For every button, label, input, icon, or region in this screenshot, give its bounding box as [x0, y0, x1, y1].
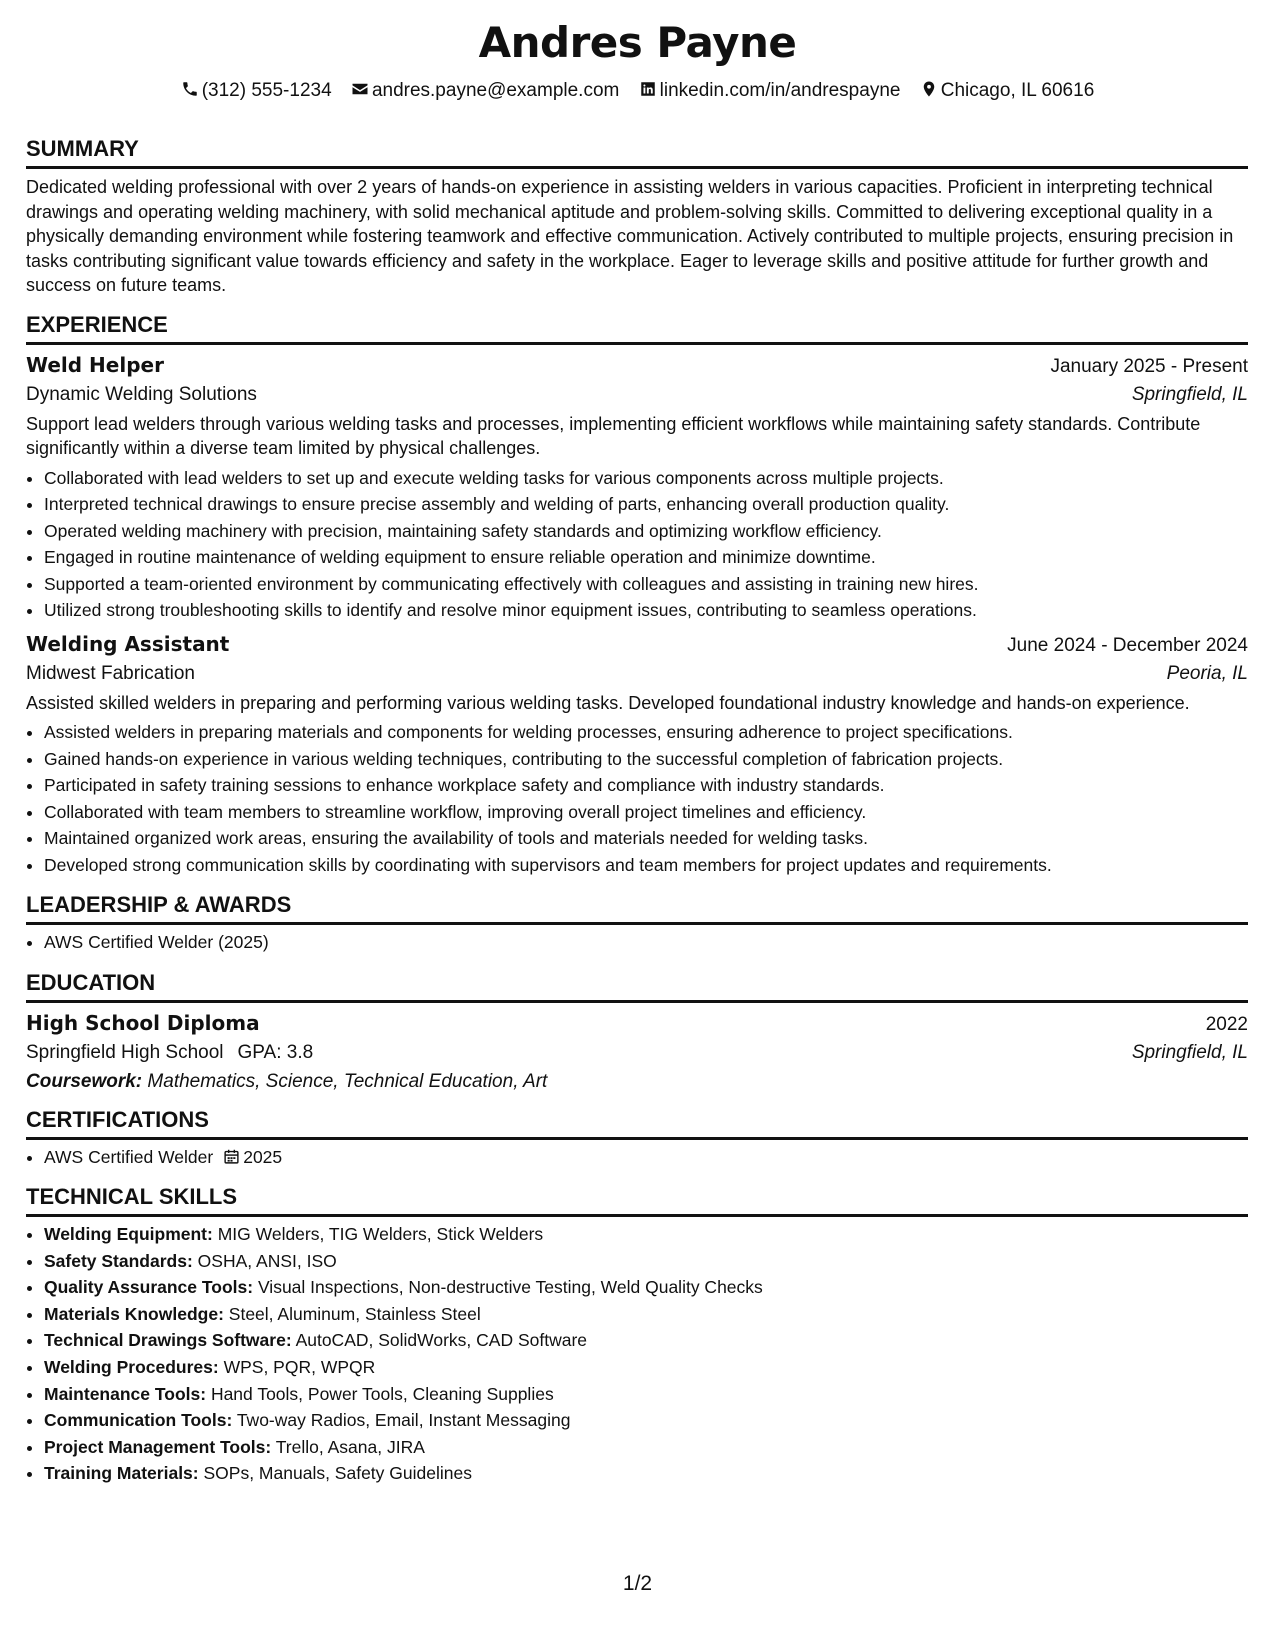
job-dates: June 2024 - December 2024: [1007, 634, 1248, 656]
degree: High School Diploma: [26, 1010, 260, 1035]
job-title: Weld Helper: [26, 352, 164, 377]
job-entry: [26, 345, 1248, 624]
skill-label: Communication Tools:: [44, 1410, 233, 1431]
education-entry: [26, 1003, 1248, 1093]
skill-value: Hand Tools, Power Tools, Cleaning Supplies: [210, 1383, 554, 1404]
skill-value: Trello, Asana, JIRA: [275, 1436, 425, 1457]
job-location: Springfield, IL: [1131, 383, 1248, 405]
summary-text: Dedicated welding professional with over 2 years of hands-on experience in assisting welders in various capacities. Proficient in interpreting technical drawings and operating welding machinery, with solid mechanical aptitude and problem-solving skills. Committed to delivering exceptional quality in a physically demanding environment while fostering teamwork and effective communication. Actively contributed to multiple projects, ensuring precision in tasks contributing significant value towards efficiency and safety in the workplace. Eager to leverage skills and positive attitude for further growth and success on future teams.: [26, 177, 1234, 295]
certifications-list: [26, 1144, 1248, 1171]
email-text: andres.payne@example.com: [371, 80, 620, 101]
contact-location: [920, 80, 1095, 101]
job-entry: [26, 624, 1248, 879]
certifications-heading: CERTIFICATIONS: [26, 1107, 1248, 1140]
list-item: [44, 1381, 1248, 1408]
list-item: • Operated welding machinery with precision, maintaining safety standards and optimizing workflow efficiency.: [44, 518, 1248, 545]
phone-icon: [181, 80, 199, 98]
skill-label: Quality Assurance Tools:: [44, 1277, 254, 1298]
experience-heading: EXPERIENCE: [26, 312, 1248, 345]
skill-value: Steel, Aluminum, Stainless Steel: [228, 1303, 481, 1324]
list-item: • Supported a team-oriented environment by communicating effectively with colleagues and assisting in training new hires.: [44, 571, 1248, 598]
skills-list: [26, 1221, 1248, 1487]
skill-value: Visual Inspections, Non-destructive Testing, Weld Quality Checks: [257, 1277, 763, 1298]
job-bullets: [26, 465, 1248, 624]
skill-label: Materials Knowledge:: [44, 1303, 224, 1324]
list-item: • Developed strong communication skills by coordinating with supervisors and team members for project updates and requirements.: [44, 852, 1248, 879]
list-item: • Collaborated with lead welders to set up and execute welding tasks for various components across multiple projects.: [44, 465, 1248, 492]
list-item: • Participated in safety training sessions to enhance workplace safety and compliance with industry standards.: [44, 772, 1248, 799]
gpa: GPA: 3.8: [237, 1041, 314, 1063]
job-company: Dynamic Welding Solutions: [26, 383, 257, 405]
summary-heading: SUMMARY: [26, 136, 1248, 169]
list-item: • Collaborated with team members to streamline workflow, improving overall project timelines and efficiency.: [44, 799, 1248, 826]
coursework-list: Mathematics, Science, Technical Education, Art: [147, 1070, 548, 1092]
education-heading: EDUCATION: [26, 970, 1248, 1003]
list-item: • Assisted welders in preparing materials and components for welding processes, ensuring adherence to project specifications.: [44, 719, 1248, 746]
school-line: [26, 1042, 313, 1064]
resume-body: [26, 136, 1248, 1487]
list-item: • Maintained organized work areas, ensuring the availability of tools and materials needed for welding tasks.: [44, 825, 1248, 852]
list-item: [44, 1221, 1248, 1248]
page-number: 1/2: [622, 1572, 653, 1595]
graduation-year: 2022: [1205, 1013, 1248, 1035]
list-item: • Interpreted technical drawings to ensure precise assembly and welding of parts, enhancing overall production quality.: [44, 491, 1248, 518]
contact-email[interactable]: [351, 80, 625, 101]
skill-value: WPS, PQR, WPQR: [223, 1356, 376, 1377]
leadership-heading: LEADERSHIP & AWARDS: [26, 892, 1248, 925]
skill-value: Two-way Radios, Email, Instant Messaging: [236, 1410, 571, 1431]
map-pin-icon: [920, 80, 938, 98]
skill-label: Welding Equipment:: [44, 1224, 213, 1244]
phone-text: (312) 555-1234: [201, 80, 332, 101]
job-location: Peoria, IL: [1166, 662, 1248, 684]
contact-phone[interactable]: [181, 80, 337, 101]
list-item: [44, 1434, 1248, 1461]
job-title: Welding Assistant: [26, 631, 230, 656]
list-item: • Gained hands-on experience in various welding techniques, contributing to the successful completion of fabrication projects.: [44, 746, 1248, 773]
skill-value: OSHA, ANSI, ISO: [197, 1250, 337, 1271]
skill-value: AutoCAD, SolidWorks, CAD Software: [295, 1330, 588, 1351]
certification-name: AWS Certified Welder: [44, 1146, 214, 1167]
list-item: • Utilized strong troubleshooting skills to identify and resolve minor equipment issues, contributing to seamless operations.: [44, 597, 1248, 624]
list-item: [44, 1354, 1248, 1381]
contact-bar: [0, 80, 1275, 102]
school-location: Springfield, IL: [1131, 1041, 1248, 1063]
list-item: [44, 1460, 1248, 1487]
job-company: Midwest Fabrication: [26, 662, 195, 684]
job-description: Support lead welders through various welding tasks and processes, implementing efficient workflows while maintaining safety standards. Contribute significantly within a diverse team limited by physical challenges.: [26, 413, 1201, 458]
calendar-icon: [223, 1148, 240, 1165]
location-text: Chicago, IL 60616: [940, 80, 1095, 101]
job-description: Assisted skilled welders in preparing and performing various welding tasks. Developed foundational industry knowledge and hands-on experience.: [26, 692, 1190, 713]
skill-value: SOPs, Manuals, Safety Guidelines: [203, 1463, 472, 1484]
list-item: [44, 1274, 1248, 1301]
skill-label: Welding Procedures:: [44, 1356, 219, 1377]
school-name: Springfield High School: [26, 1041, 224, 1063]
coursework: [26, 1071, 1248, 1093]
list-item: [44, 1144, 1248, 1171]
linkedin-icon: [639, 80, 657, 98]
skill-label: Safety Standards:: [44, 1250, 193, 1271]
list-item: • Engaged in routine maintenance of welding equipment to ensure reliable operation and minimize downtime.: [44, 544, 1248, 571]
coursework-label: Coursework:: [26, 1070, 143, 1092]
list-item: [44, 1327, 1248, 1354]
skill-value: MIG Welders, TIG Welders, Stick Welders: [217, 1224, 544, 1244]
skill-label: Project Management Tools:: [44, 1436, 272, 1457]
contact-linkedin[interactable]: [639, 80, 906, 101]
list-item: • AWS Certified Welder (2025): [44, 929, 1248, 956]
list-item: [44, 1407, 1248, 1434]
skill-label: Technical Drawings Software:: [44, 1330, 292, 1351]
skill-label: Training Materials:: [44, 1463, 199, 1484]
skill-label: Maintenance Tools:: [44, 1383, 207, 1404]
job-dates: January 2025 - Present: [1050, 355, 1248, 377]
list-item: [44, 1301, 1248, 1328]
certification-year: 2025: [243, 1146, 283, 1167]
leadership-list: [26, 929, 1248, 956]
list-item: [44, 1248, 1248, 1275]
job-bullets: [26, 719, 1248, 878]
linkedin-text: linkedin.com/in/andrespayne: [659, 80, 901, 101]
envelope-icon: [351, 80, 369, 98]
skills-heading: TECHNICAL SKILLS: [26, 1184, 1248, 1217]
candidate-name: Andres Payne: [478, 18, 797, 67]
